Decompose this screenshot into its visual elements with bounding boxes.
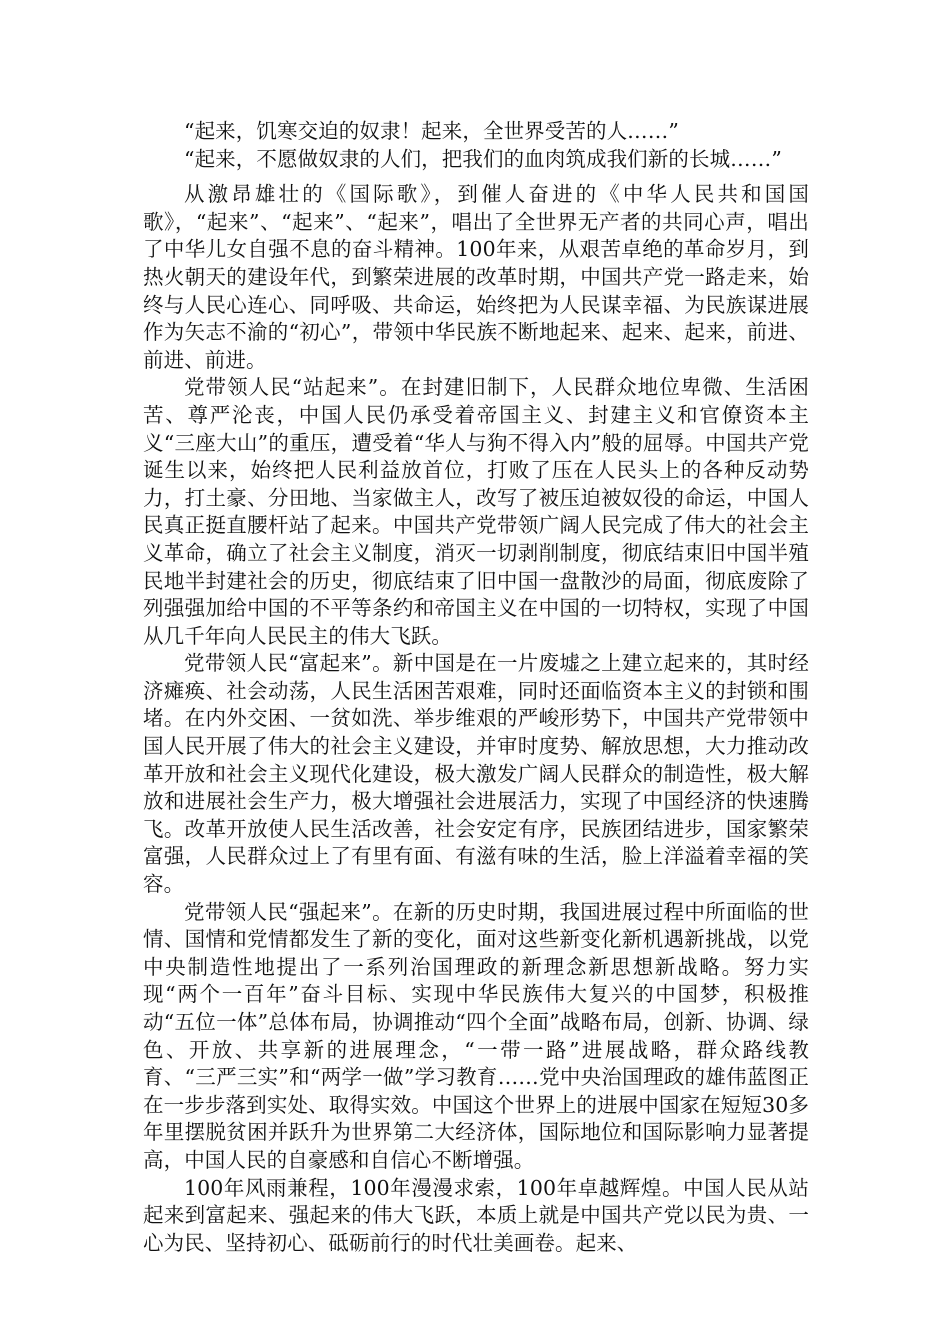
- paragraph-become-strong: 党带领人民“强起来”。在新的历史时期，我国进展过程中所面临的世情、国情和党情都发生了新的变化，面对这些新变化新机遇新挑战，以党中央制造性地提出了一系列治国理政的新理念新思想新战略。努力实现“两个一百年”奋斗目标、实现中华民族伟大复兴的中国梦，积极推动“五位一体”总体布局，协调推动“四个全面”战略布局，创新、协调、绿色、开放、共享新的进展理念，“一带一路”进展战略，群众路线教育、“三严三实”和“两学一做”学习教育……党中央治国理政的雄伟蓝图正在一步步落到实处、取得实效。中国这个世界上的进展中国家在短短30多年里摆脱贫困并跃升为世界第二大经济体，国际地位和国际影响力显著提高，中国人民的自豪感和自信心不断增强。: [143, 899, 809, 1172]
- paragraph-quote-anthem: “起来，不愿做奴隶的人们，把我们的血肉筑成我们新的长城……”: [184, 146, 782, 171]
- paragraph-intro: 从激昂雄壮的《国际歌》，到催人奋进的《中华人民共和国国歌》，“起来”、“起来”、“起来”，唱出了全世界无产者的共同心声，唱出了中华儿女自强不息的奋斗精神。100年来，从艰苦卓绝的革命岁月，到热火朝天的建设年代，到繁荣进展的改革时期，中国共产党一路走来，始终与人民心连心、同呼吸、共命运，始终把为人民谋幸福、为民族谋进展作为矢志不渝的“初心”，带领中华民族不断地起来、起来、起来，前进、前进、前进。: [143, 182, 809, 372]
- paragraph-quote-internationale: “起来，饥寒交迫的奴隶！起来，全世界受苦的人……”: [184, 119, 679, 143]
- document-body: [143, 118, 809, 1257]
- paragraph-conclusion: 100年风雨兼程，100年漫漫求索，100年卓越辉煌。中国人民从站起来到富起来、强起来的伟大飞跃，本质上就是中国共产党以民为贵、一心为民、坚持初心、砥砺前行的时代壮美画卷。起来、: [143, 1175, 809, 1255]
- paragraph-stand-up: 党带领人民“站起来”。在封建旧制下，人民群众地位卑微、生活困苦、尊严沦丧，中国人民仍承受着帝国主义、封建主义和官僚资本主义“三座大山”的重压，遭受着“华人与狗不得入内”般的屈辱。中国共产党诞生以来，始终把人民利益放首位，打败了压在人民头上的各种反动势力，打土豪、分田地、当家做主人，改写了被压迫被奴役的命运，中国人民真正挺直腰杆站了起来。中国共产党带领广阔人民完成了伟大的社会主义革命，确立了社会主义制度，消灭一切剥削制度，彻底结束旧中国半殖民地半封建社会的历史，彻底结束了旧中国一盘散沙的局面，彻底废除了列强强加给中国的不平等条约和帝国主义在中国的一切特权，实现了中国从几千年向人民民主的伟大飞跃。: [143, 375, 809, 648]
- paragraph-get-rich: 党带领人民“富起来”。新中国是在一片废墟之上建立起来的，其时经济瘫痪、社会动荡，人民生活困苦艰难，同时还面临资本主义的封锁和围堵。在内外交困、一贫如洗、举步维艰的严峻形势下，中国共产党带领中国人民开展了伟大的社会主义建设，并审时度势、解放思想，大力推动改革开放和社会主义现代化建设，极大激发广阔人民群众的制造性，极大解放和进展社会生产力，极大增强社会进展活力，实现了中国经济的快速腾飞。改革开放使人民生活改善，社会安定有序，民族团结进步，国家繁荣富强，人民群众过上了有里有面、有滋有味的生活，脸上洋溢着幸福的笑容。: [143, 651, 809, 897]
